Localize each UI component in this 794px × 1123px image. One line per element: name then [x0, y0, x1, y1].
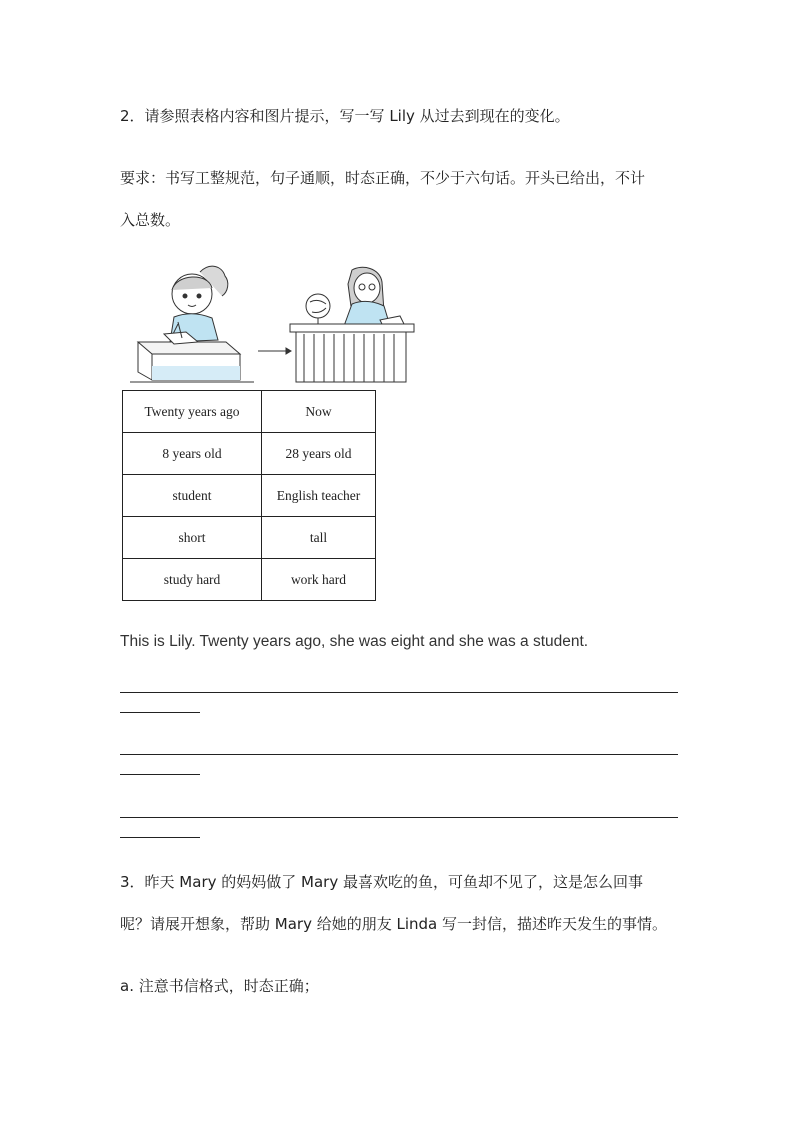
- table-row: [123, 559, 376, 601]
- question-2-requirement-line2: 入总数。: [120, 211, 181, 229]
- cell-twenty-years-ago: student: [123, 475, 262, 517]
- question-2-title: 2．请参照表格内容和图片提示，写一写 Lily 从过去到现在的变化。: [120, 107, 570, 125]
- writing-line-short[interactable]: [120, 837, 200, 838]
- cell-now: Now: [262, 391, 376, 433]
- arrow-right-icon: [258, 348, 291, 354]
- cell-now: 28 years old: [262, 433, 376, 475]
- lily-past-present-illustration: [130, 262, 420, 388]
- cell-now: work hard: [262, 559, 376, 601]
- writing-line-short[interactable]: [120, 774, 200, 775]
- writing-line[interactable]: [120, 817, 678, 818]
- girl-student-illustration: [130, 266, 254, 382]
- cell-twenty-years-ago: short: [123, 517, 262, 559]
- cell-twenty-years-ago: study hard: [123, 559, 262, 601]
- teacher-illustration: [290, 267, 414, 382]
- writing-line[interactable]: [120, 692, 678, 693]
- cell-now: English teacher: [262, 475, 376, 517]
- question-2-requirement-line1: 要求：书写工整规范，句子通顺，时态正确，不少于六句话。开头已给出，不计: [120, 169, 646, 187]
- table-row: [123, 391, 376, 433]
- table-row: [123, 475, 376, 517]
- cell-twenty-years-ago: 8 years old: [123, 433, 262, 475]
- writing-line[interactable]: [120, 754, 678, 755]
- table-row: [123, 433, 376, 475]
- cell-now: tall: [262, 517, 376, 559]
- cell-twenty-years-ago: Twenty years ago: [123, 391, 262, 433]
- writing-line-short[interactable]: [120, 712, 200, 713]
- table-body: [123, 391, 376, 601]
- question-3-line1: 3．昨天 Mary 的妈妈做了 Mary 最喜欢吃的鱼，可鱼却不见了，这是怎么回事: [120, 873, 643, 891]
- lily-comparison-table: [122, 390, 376, 601]
- question-3-requirement-a: a. 注意书信格式，时态正确；: [120, 977, 319, 995]
- question-3-line2: 呢？请展开想象，帮助 Mary 给她的朋友 Linda 写一封信，描述昨天发生的事情。: [120, 915, 667, 933]
- table-row: [123, 517, 376, 559]
- opening-sentence: This is Lily. Twenty years ago, she was eight and she was a student.: [120, 633, 589, 650]
